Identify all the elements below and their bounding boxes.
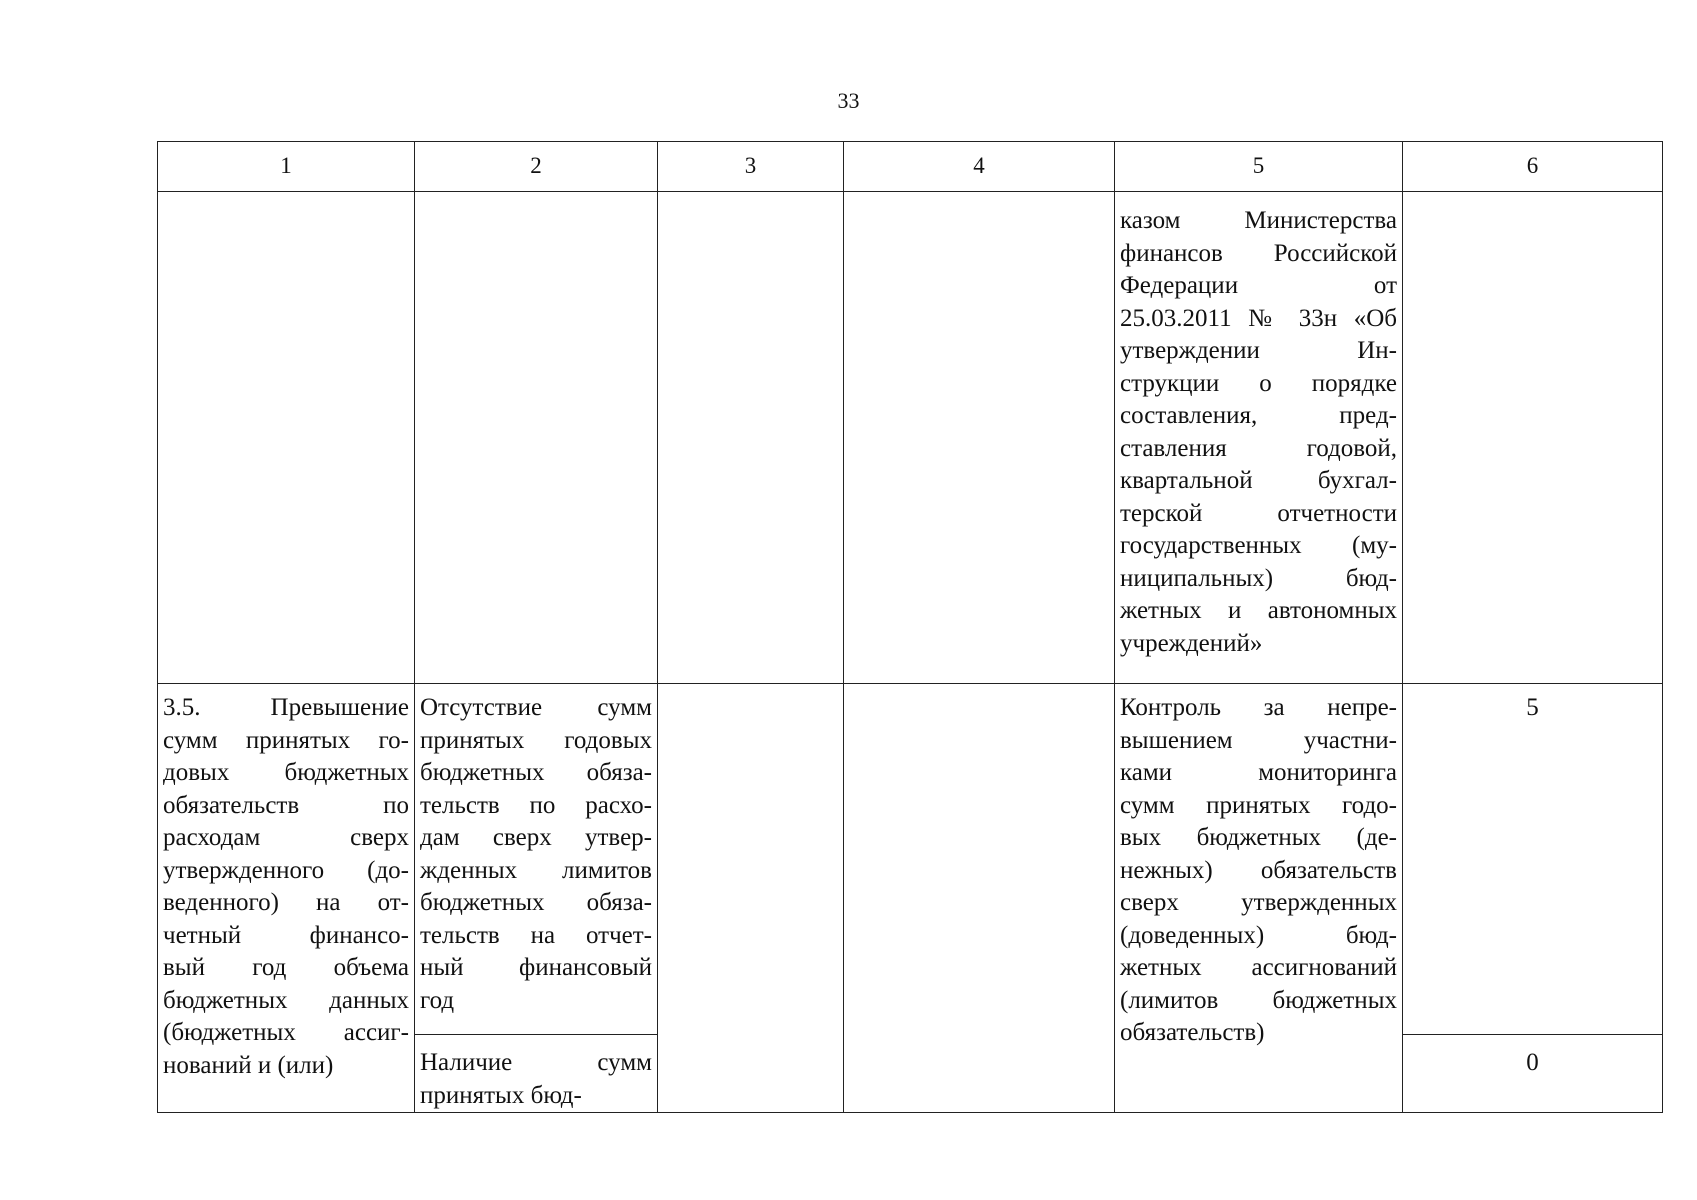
text-line: сверх утвержденных: [1120, 889, 1397, 916]
score-value-bottom: 0: [1526, 1049, 1539, 1076]
column-header-2: 2: [415, 142, 658, 192]
continuation-cell-1: [158, 192, 415, 684]
text-line: терской отчетности: [1120, 499, 1397, 527]
text-line: (бюджетных ассиг-: [163, 1019, 409, 1046]
score-value-top: 5: [1526, 694, 1539, 721]
text-line: Отсутствие сумм: [420, 694, 652, 721]
row-3-5-condition-cell: [415, 684, 658, 1113]
condition-absent-text: [420, 692, 652, 1017]
text-line: финансов Российской: [1120, 239, 1397, 267]
continuation-cell-3: [658, 192, 844, 684]
score-top-block: [1403, 692, 1662, 1035]
text-line: год: [420, 986, 455, 1014]
column-header-4: 4: [844, 142, 1115, 192]
text-line: вышением участни-: [1120, 726, 1397, 754]
monitoring-table: [157, 141, 1663, 1113]
text-line: (доведенных) бюд-: [1120, 921, 1397, 949]
text-line: квартальной бухгал-: [1120, 467, 1397, 494]
text-line: довых бюджетных: [163, 759, 409, 786]
text-line: тельств по расхо-: [420, 791, 652, 819]
column-header-5: 5: [1115, 142, 1403, 192]
page-number: 33: [837, 88, 860, 113]
text-line: бюджетных данных: [163, 986, 409, 1014]
column-header-3: 3: [658, 142, 844, 192]
text-line: принятых бюд-: [420, 1081, 582, 1109]
condition-present-text: [420, 1047, 652, 1112]
text-line: 3.5. Превышение: [163, 694, 409, 721]
text-line: расходам сверх: [163, 824, 409, 851]
row-3-5-cell-4: [844, 684, 1115, 1113]
continuation-row: [158, 192, 1663, 684]
text-line: утверждении Ин-: [1120, 337, 1397, 364]
text-line: вых бюджетных (де-: [1120, 824, 1397, 851]
text-line: нежных) обязательств: [1120, 856, 1397, 884]
text-line: составления, пред-: [1120, 402, 1397, 429]
text-line: дам сверх утвер-: [420, 824, 652, 851]
text-line: жетных ассигнований: [1120, 954, 1397, 981]
text-line: веденного) на от-: [163, 889, 409, 916]
text-line: 25.03.2011 № 33н «Об: [1120, 304, 1397, 332]
column-header-1: 1: [158, 142, 415, 192]
text-line: обязательств по: [163, 791, 409, 819]
text-line: государственных (му-: [1120, 532, 1397, 559]
text-line: ками мониторинга: [1120, 759, 1397, 786]
column-number-row: [158, 142, 1663, 192]
continuation-cell-5: [1115, 192, 1403, 684]
text-line: утвержденного (до-: [163, 856, 409, 884]
text-line: сумм принятых го-: [163, 726, 409, 754]
text-line: принятых годовых: [420, 726, 652, 754]
row-3-5-score-cell: [1403, 684, 1663, 1113]
row-3-5: [158, 684, 1663, 1113]
control-comment-text: [1120, 692, 1397, 1050]
continuation-cell-4: [844, 192, 1115, 684]
condition-present-block: [420, 1035, 652, 1112]
text-line: сумм принятых годо-: [1120, 791, 1397, 819]
text-line: ставления годовой,: [1120, 434, 1397, 462]
row-3-5-cell-3: [658, 684, 844, 1113]
row-3-5-indicator-cell: [158, 684, 415, 1113]
continuation-cell-2: [415, 192, 658, 684]
text-line: жетных и автономных: [1120, 597, 1397, 624]
text-line: ный финансовый: [420, 954, 652, 981]
condition-absent-block: [415, 692, 657, 1035]
text-line: бюджетных обяза-: [420, 889, 652, 916]
column-header-6: 6: [1403, 142, 1663, 192]
continuation-cell-6: [1403, 192, 1663, 684]
order-reference-text: [1120, 205, 1397, 660]
text-line: тельств на отчет-: [420, 921, 652, 949]
text-line: учреждений»: [1120, 629, 1263, 657]
row-3-5-comment-cell: [1115, 684, 1403, 1113]
text-line: бюджетных обяза-: [420, 759, 652, 786]
text-line: вый год объема: [163, 954, 409, 981]
text-line: струкции о порядке: [1120, 369, 1397, 397]
text-line: Контроль за непре-: [1120, 694, 1397, 721]
text-line: обязательств): [1120, 1019, 1265, 1046]
text-line: четный финансо-: [163, 921, 409, 949]
text-line: ниципальных) бюд-: [1120, 564, 1397, 592]
text-line: казом Министерства: [1120, 207, 1397, 234]
text-line: Федерации от: [1120, 272, 1397, 299]
text-line: нований и (или): [163, 1051, 334, 1079]
indicator-text: [163, 692, 409, 1082]
text-line: Наличие сумм: [420, 1049, 652, 1076]
score-bottom-block: [1408, 1035, 1657, 1080]
text-line: (лимитов бюджетных: [1120, 986, 1397, 1014]
text-line: жденных лимитов: [420, 856, 652, 884]
